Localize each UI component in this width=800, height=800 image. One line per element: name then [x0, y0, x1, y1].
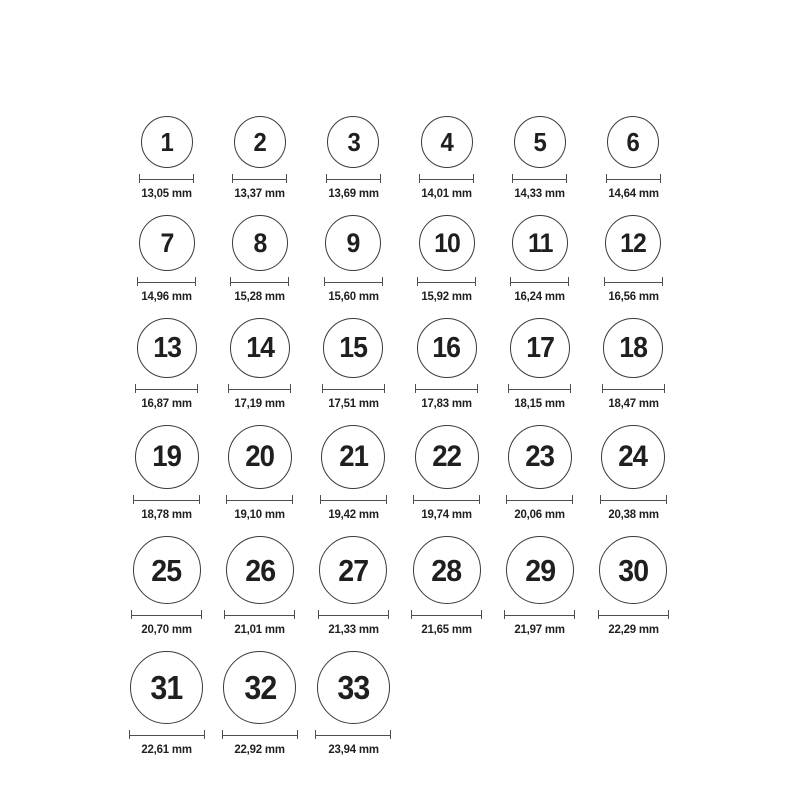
ring-circle	[419, 215, 475, 271]
ring-circle	[135, 425, 199, 489]
ring-circle	[232, 215, 288, 271]
ring-size-number: 23	[525, 440, 555, 473]
ring-size-cell	[586, 116, 679, 200]
diameter-measure-line	[415, 384, 478, 393]
ring-circle	[323, 318, 383, 378]
ring-size-cell	[307, 116, 400, 200]
diameter-label: 22,29 mm	[607, 622, 659, 636]
ring-size-cell	[213, 318, 306, 410]
diameter-label: 21,33 mm	[328, 622, 379, 636]
ring-circle	[603, 318, 663, 378]
ring-circle	[601, 425, 665, 489]
diameter-measure-line	[504, 610, 575, 619]
ring-size-number: 1	[160, 127, 173, 157]
ring-circle	[413, 536, 481, 604]
ring-size-cell	[307, 425, 400, 521]
diameter-label: 19,42 mm	[328, 507, 379, 521]
diameter-measure-line	[318, 610, 389, 619]
ring-size-cell	[586, 425, 679, 521]
ring-size-number: 10	[433, 227, 460, 258]
ring-size-cell	[213, 116, 306, 200]
diameter-measure-line	[411, 610, 482, 619]
diameter-label: 21,97 mm	[514, 622, 566, 636]
ring-size-cell	[120, 215, 213, 303]
ring-size-number: 31	[150, 669, 183, 706]
diameter-measure-line	[510, 277, 569, 286]
ring-circle	[417, 318, 477, 378]
ring-size-number: 12	[620, 227, 647, 258]
diameter-measure-line	[417, 277, 476, 286]
ring-size-number: 14	[246, 331, 274, 364]
diameter-measure-line	[322, 384, 385, 393]
ring-size-cell	[493, 318, 586, 410]
diameter-label: 14,33 mm	[514, 186, 566, 200]
ring-circle	[317, 651, 390, 724]
diameter-label: 14,01 mm	[421, 186, 472, 200]
ring-circle	[325, 215, 381, 271]
diameter-label: 22,92 mm	[234, 742, 286, 756]
diameter-label: 15,92 mm	[421, 289, 472, 303]
diameter-measure-line	[230, 277, 289, 286]
ring-circle	[226, 536, 294, 604]
ring-size-cell	[120, 425, 213, 521]
diameter-label: 14,96 mm	[141, 289, 192, 303]
ring-circle	[421, 116, 473, 168]
diameter-measure-line	[413, 495, 480, 504]
ring-size-row	[120, 215, 680, 303]
ring-circle	[514, 116, 566, 168]
ring-size-number: 30	[618, 552, 649, 588]
ring-size-row	[120, 651, 680, 756]
ring-size-number: 7	[160, 227, 174, 258]
ring-size-cell	[307, 536, 400, 636]
ring-size-cell	[400, 116, 493, 200]
diameter-label: 17,51 mm	[328, 396, 379, 410]
diameter-measure-line	[222, 730, 298, 739]
ring-size-number: 11	[527, 227, 553, 258]
diameter-label: 21,65 mm	[421, 622, 472, 636]
ring-size-number: 33	[337, 669, 370, 706]
ring-size-number: 28	[431, 552, 462, 588]
ring-size-cell	[493, 425, 586, 521]
ring-size-number: 19	[152, 440, 182, 473]
ring-size-number: 13	[152, 331, 181, 364]
ring-circle	[415, 425, 479, 489]
ring-circle	[512, 215, 568, 271]
ring-size-number: 27	[338, 552, 369, 588]
diameter-measure-line	[133, 495, 200, 504]
ring-size-number: 29	[524, 552, 555, 588]
diameter-measure-line	[598, 610, 669, 619]
ring-size-number: 3	[347, 127, 360, 157]
ring-size-number: 22	[432, 440, 461, 473]
ring-size-cell	[213, 536, 306, 636]
diameter-measure-line	[232, 174, 287, 183]
ring-size-number: 4	[440, 127, 453, 157]
diameter-measure-line	[508, 384, 571, 393]
ring-size-number: 24	[618, 440, 648, 473]
ring-size-number: 16	[432, 331, 461, 364]
diameter-label: 17,83 mm	[421, 396, 472, 410]
ring-size-grid	[120, 0, 680, 756]
ring-circle	[510, 318, 570, 378]
ring-size-number: 17	[525, 331, 554, 364]
diameter-label: 20,38 mm	[607, 507, 659, 521]
ring-size-cell	[586, 215, 679, 303]
diameter-label: 18,15 mm	[514, 396, 566, 410]
ring-size-number: 6	[626, 127, 640, 157]
diameter-label: 23,94 mm	[328, 742, 379, 756]
ring-circle	[130, 651, 203, 724]
diameter-label: 20,70 mm	[141, 622, 192, 636]
ring-circle	[599, 536, 667, 604]
diameter-measure-line	[228, 384, 291, 393]
ring-size-number: 5	[533, 127, 547, 157]
diameter-label: 14,64 mm	[607, 186, 659, 200]
diameter-label: 19,74 mm	[421, 507, 472, 521]
diameter-measure-line	[320, 495, 387, 504]
diameter-measure-line	[129, 730, 205, 739]
ring-size-cell	[400, 318, 493, 410]
ring-size-cell	[120, 318, 213, 410]
ring-size-cell	[213, 425, 306, 521]
diameter-label: 15,28 mm	[234, 289, 286, 303]
ring-circle	[234, 116, 286, 168]
diameter-label: 18,47 mm	[607, 396, 659, 410]
diameter-measure-line	[512, 174, 567, 183]
diameter-measure-line	[135, 384, 198, 393]
ring-circle	[508, 425, 572, 489]
ring-circle	[327, 116, 379, 168]
ring-size-number: 2	[253, 127, 267, 157]
ring-size-number: 15	[339, 331, 368, 364]
ring-size-number: 26	[244, 552, 275, 588]
ring-size-row	[120, 536, 680, 636]
ring-size-cell	[120, 116, 213, 200]
diameter-label: 13,69 mm	[328, 186, 379, 200]
diameter-measure-line	[224, 610, 295, 619]
ring-circle	[607, 116, 659, 168]
ring-size-cell	[586, 318, 679, 410]
ring-size-cell	[586, 536, 679, 636]
diameter-measure-line	[604, 277, 663, 286]
ring-circle	[506, 536, 574, 604]
ring-circle	[230, 318, 290, 378]
ring-size-cell	[493, 215, 586, 303]
ring-size-cell	[120, 536, 213, 636]
diameter-measure-line	[600, 495, 667, 504]
diameter-label: 18,78 mm	[141, 507, 192, 521]
ring-size-cell	[493, 536, 586, 636]
diameter-label: 17,19 mm	[234, 396, 286, 410]
ring-size-cell	[307, 318, 400, 410]
ring-circle	[321, 425, 385, 489]
diameter-label: 13,05 mm	[141, 186, 192, 200]
diameter-measure-line	[131, 610, 202, 619]
ring-size-cell	[493, 116, 586, 200]
diameter-label: 21,01 mm	[234, 622, 286, 636]
diameter-measure-line	[419, 174, 474, 183]
diameter-label: 16,56 mm	[607, 289, 659, 303]
diameter-measure-line	[606, 174, 661, 183]
diameter-label: 15,60 mm	[328, 289, 379, 303]
ring-size-number: 32	[243, 669, 276, 706]
diameter-label: 16,24 mm	[514, 289, 566, 303]
ring-size-number: 8	[253, 227, 267, 258]
diameter-measure-line	[315, 730, 391, 739]
diameter-measure-line	[602, 384, 665, 393]
ring-size-cell	[120, 651, 213, 756]
ring-size-number: 9	[346, 227, 360, 258]
diameter-measure-line	[139, 174, 194, 183]
ring-size-cell	[213, 651, 306, 756]
ring-size-number: 25	[151, 552, 182, 588]
ring-size-row	[120, 318, 680, 410]
ring-size-row	[120, 425, 680, 521]
ring-circle	[605, 215, 661, 271]
ring-size-cell	[213, 215, 306, 303]
diameter-measure-line	[506, 495, 573, 504]
ring-size-cell	[307, 215, 400, 303]
ring-size-number: 18	[619, 331, 648, 364]
ring-size-cell	[400, 215, 493, 303]
diameter-measure-line	[326, 174, 381, 183]
diameter-label: 20,06 mm	[514, 507, 566, 521]
diameter-measure-line	[226, 495, 293, 504]
ring-size-number: 20	[245, 440, 275, 473]
ring-circle	[223, 651, 296, 724]
ring-circle	[141, 116, 193, 168]
diameter-label: 22,61 mm	[141, 742, 192, 756]
ring-size-cell	[307, 651, 400, 756]
ring-size-number: 21	[338, 440, 368, 473]
ring-size-cell	[400, 425, 493, 521]
ring-circle	[228, 425, 292, 489]
ring-size-row	[120, 116, 680, 200]
ring-size-cell	[400, 536, 493, 636]
ring-circle	[133, 536, 201, 604]
diameter-measure-line	[137, 277, 196, 286]
diameter-label: 19,10 mm	[234, 507, 286, 521]
diameter-label: 13,37 mm	[234, 186, 286, 200]
ring-circle	[137, 318, 197, 378]
ring-circle	[139, 215, 195, 271]
ring-circle	[319, 536, 387, 604]
diameter-measure-line	[324, 277, 383, 286]
diameter-label: 16,87 mm	[141, 396, 192, 410]
